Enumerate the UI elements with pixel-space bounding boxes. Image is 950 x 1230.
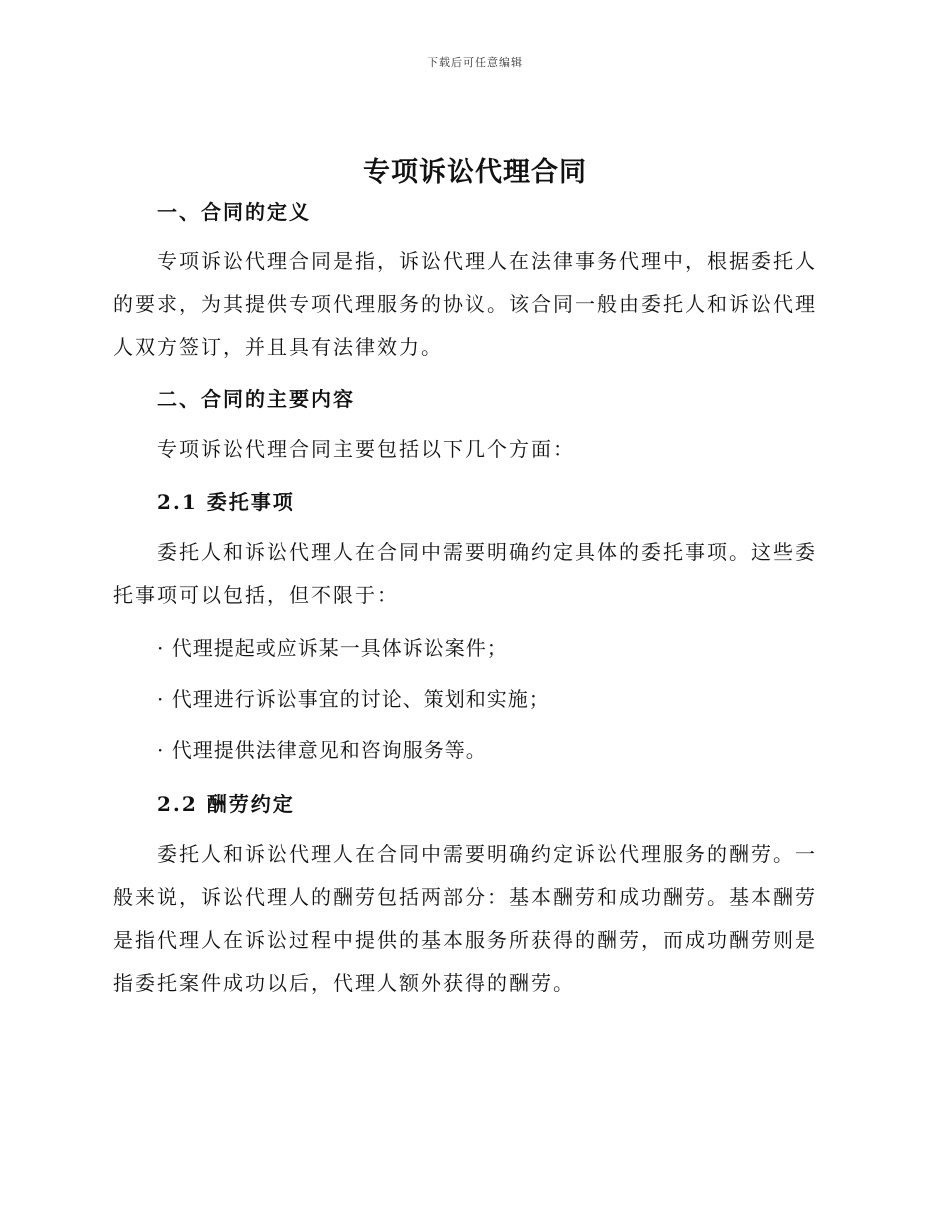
document-title: 专项诉讼代理合同 <box>363 157 587 188</box>
section-1-paragraph: 专项诉讼代理合同是指，诉讼代理人在法律事务代理中，根据委托人的要求，为其提供专项代理服务的协议。该合同一般由委托人和诉讼代理人双方签订，并且具有法律效力。 <box>113 249 817 359</box>
list-item: · 代理提供法律意见和咨询服务等。 <box>157 738 487 762</box>
subsection-2-2-paragraph: 委托人和诉讼代理人在合同中需要明确约定诉讼代理服务的酬劳。一般来说，诉讼代理人的酬劳包括两部分：基本酬劳和成功酬劳。基本酬劳是指代理人在诉讼过程中提供的基本服务所获得的酬劳，而成功酬劳则是指委托案件成功以后，代理人额外获得的酬劳。 <box>113 842 817 995</box>
header-note: 下载后可任意编辑 <box>427 56 523 69</box>
list-item: · 代理提起或应诉某一具体诉讼案件； <box>157 636 508 660</box>
subsection-2-1-paragraph: 委托人和诉讼代理人在合同中需要明确约定具体的委托事项。这些委托事项可以包括，但不限于： <box>113 540 817 607</box>
list-item: · 代理进行诉讼事宜的讨论、策划和实施； <box>157 687 550 711</box>
section-heading-1: 一、合同的定义 <box>157 200 311 224</box>
section-2-intro: 专项诉讼代理合同主要包括以下几个方面： <box>157 437 575 461</box>
subsection-heading-2-2: 2.2 酬劳约定 <box>157 792 295 816</box>
section-heading-2: 二、合同的主要内容 <box>157 387 355 411</box>
subsection-heading-2-1: 2.1 委托事项 <box>157 490 295 514</box>
